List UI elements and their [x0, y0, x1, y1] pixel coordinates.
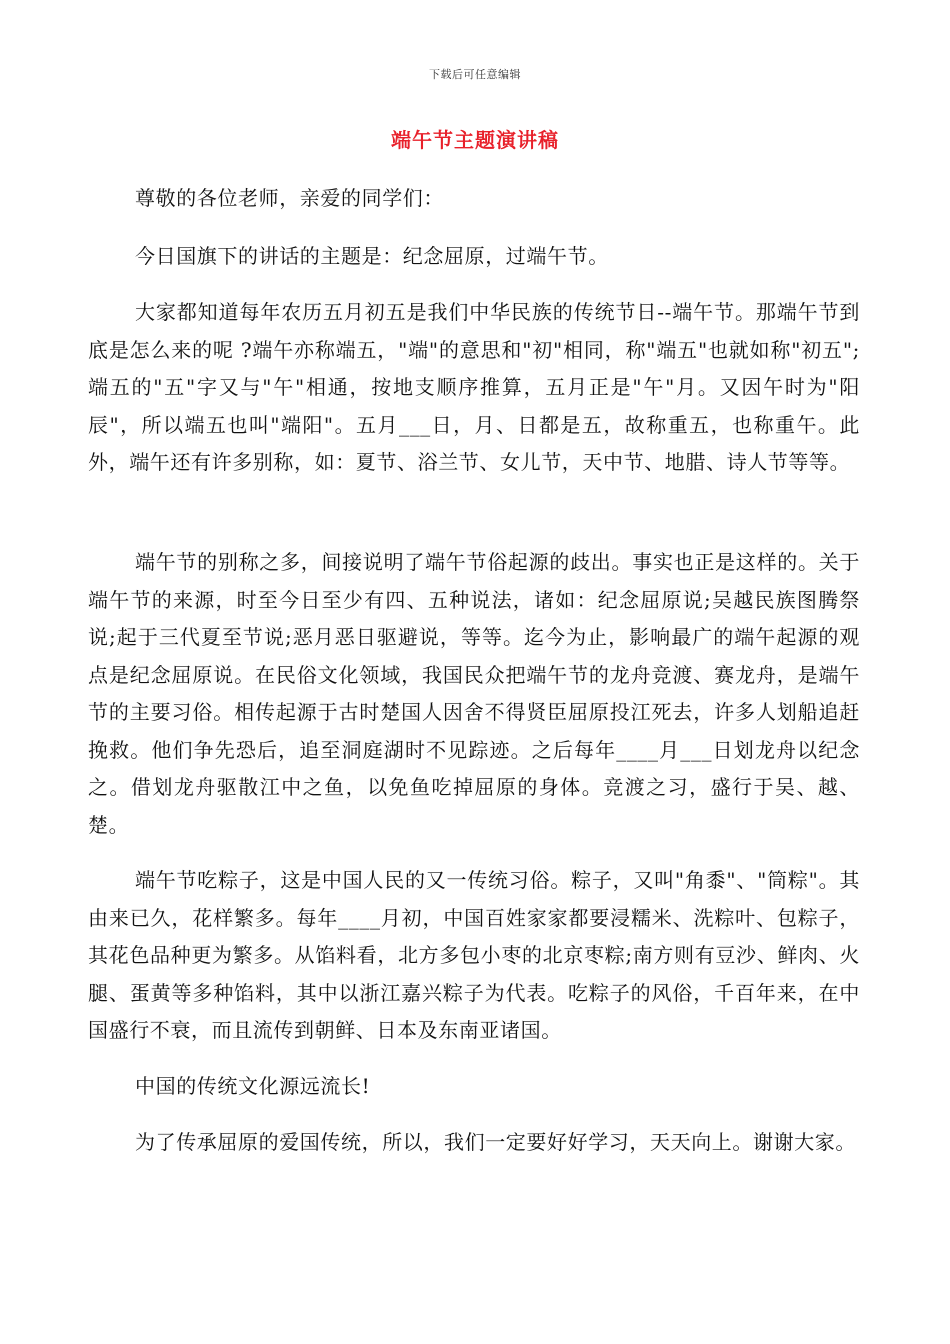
paragraph-origin-of-festival — [88, 294, 860, 482]
paragraph-zongzi — [88, 862, 860, 1050]
header-note: 下载后可任意编辑 — [429, 68, 521, 81]
document-title: 端午节主题演讲稿 — [391, 128, 559, 152]
closing-paragraph-1 — [88, 1068, 860, 1106]
topic-paragraph — [88, 238, 860, 276]
greeting-paragraph — [88, 180, 860, 218]
topic-text: 今日国旗下的讲话的主题是：纪念屈原，过端午节。 — [135, 244, 609, 268]
paragraph-dragon-boat — [88, 544, 860, 844]
paragraph-text: 端午节的别称之多，间接说明了端午节俗起源的歧出。事实也正是这样的。关于端午节的来源，时至今日至少有四、五种说法，诸如：纪念屈原说;吴越民族图腾祭说;起于三代夏至节说;恶月恶日驱避说，等等。迄今为止，影响最广的端午起源的观点是纪念屈原说。在民俗文化领域，我国民众把端午节的龙舟竞渡、赛龙舟，是端午节的主要习俗。相传起源于古时楚国人因舍不得贤臣屈原投江死去，许多人划船追赶挽救。他们争先恐后，追至洞庭湖时不见踪迹。之后每年____月___日划龙舟以纪念之。借划龙舟驱散江中之鱼，以免鱼吃掉屈原的身体。竞渡之习，盛行于吴、越、楚。 — [88, 550, 860, 837]
paragraph-text: 大家都知道每年农历五月初五是我们中华民族的传统节日--端午节。那端午节到底是怎么来的呢 ?端午亦称端五，"端"的意思和"初"相同，称"端五"也就如称"初五";端五的"五"字又与"午"相通，按地支顺序推算，五月正是"午"月。又因午时为"阳辰"，所以端五也叫"端阳"。五月___日，月、日都是五，故称重五，也称重午。此外，端午还有许多别称，如：夏节、浴兰节、女儿节，天中节、地腊、诗人节等等。 — [88, 300, 860, 474]
closing-text: 为了传承屈原的爱国传统，所以，我们一定要好好学习，天天向上。谢谢大家。 — [135, 1130, 856, 1154]
paragraph-text: 端午节吃粽子，这是中国人民的又一传统习俗。粽子，又叫"角黍"、"筒粽"。其由来已久，花样繁多。每年____月初，中国百姓家家都要浸糯米、洗粽叶、包粽子，其花色品种更为繁多。从馅料看，北方多包小枣的北京枣粽;南方则有豆沙、鲜肉、火腿、蛋黄等多种馅料，其中以浙江嘉兴粽子为代表。吃粽子的风俗，千百年来，在中国盛行不衰，而且流传到朝鲜、日本及东南亚诸国。 — [88, 868, 860, 1042]
greeting-text: 尊敬的各位老师，亲爱的同学们： — [135, 186, 444, 210]
closing-text: 中国的传统文化源远流长! — [135, 1074, 371, 1098]
closing-paragraph-2 — [88, 1124, 860, 1162]
